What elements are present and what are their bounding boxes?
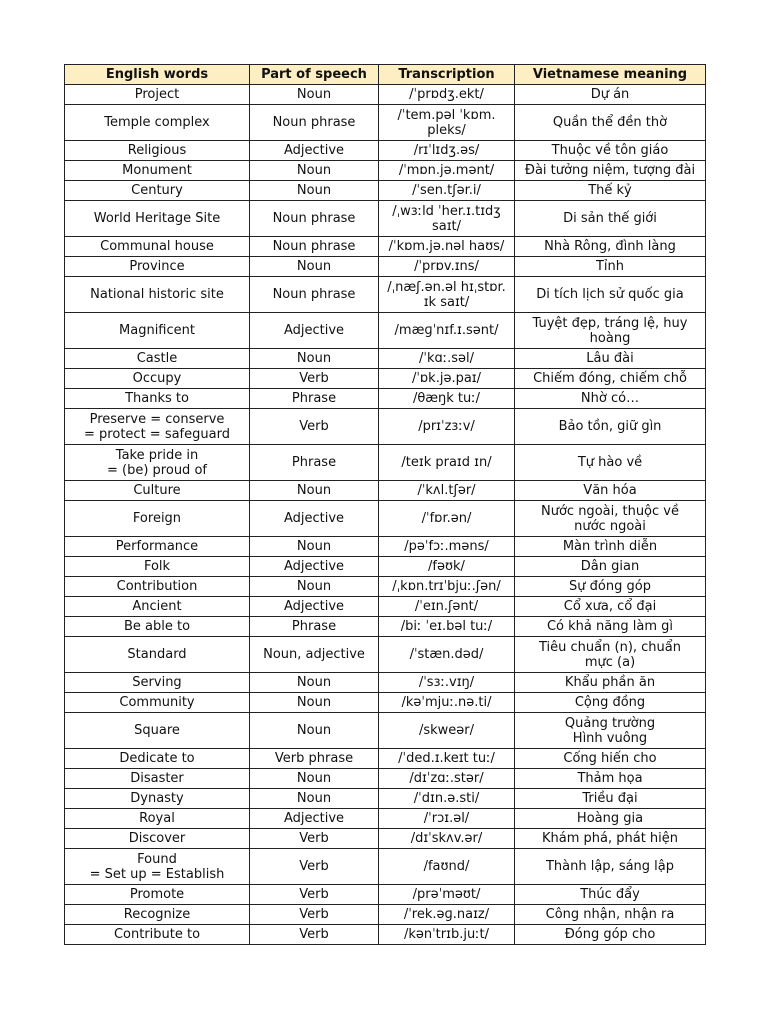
part-of-speech-cell: Noun bbox=[250, 789, 379, 809]
transcription-cell: /prɪˈzɜːv/ bbox=[379, 409, 515, 445]
transcription-cell: /ˈprɒdʒ.ekt/ bbox=[379, 85, 515, 105]
table-row bbox=[65, 141, 706, 161]
table-row bbox=[65, 85, 706, 105]
table-row bbox=[65, 577, 706, 597]
part-of-speech-cell: Verb bbox=[250, 369, 379, 389]
table-row bbox=[65, 181, 706, 201]
english-word-cell: Occupy bbox=[65, 369, 250, 389]
part-of-speech-cell: Noun phrase bbox=[250, 277, 379, 313]
part-of-speech-cell: Verb bbox=[250, 925, 379, 945]
english-word-cell: Recognize bbox=[65, 905, 250, 925]
table-row bbox=[65, 849, 706, 885]
part-of-speech-cell: Noun bbox=[250, 673, 379, 693]
part-of-speech-cell: Phrase bbox=[250, 617, 379, 637]
english-word-cell: National historic site bbox=[65, 277, 250, 313]
part-of-speech-cell: Noun bbox=[250, 181, 379, 201]
header-english-words: English words bbox=[65, 65, 250, 85]
part-of-speech-cell: Noun phrase bbox=[250, 237, 379, 257]
table-row bbox=[65, 537, 706, 557]
table-row bbox=[65, 501, 706, 537]
vietnamese-meaning-cell: Di tích lịch sử quốc gia bbox=[515, 277, 706, 313]
table-row bbox=[65, 481, 706, 501]
vietnamese-meaning-cell: Lâu đài bbox=[515, 349, 706, 369]
part-of-speech-cell: Noun bbox=[250, 257, 379, 277]
table-row bbox=[65, 905, 706, 925]
transcription-cell: /kəˈmjuː.nə.ti/ bbox=[379, 693, 515, 713]
english-word-cell: Temple complex bbox=[65, 105, 250, 141]
transcription-cell: /dɪˈzɑː.stər/ bbox=[379, 769, 515, 789]
table-row bbox=[65, 637, 706, 673]
vietnamese-meaning-cell: Dự án bbox=[515, 85, 706, 105]
table-row bbox=[65, 693, 706, 713]
transcription-cell: /ˌnæʃ.ən.əl hɪˌstɒr. ɪk saɪt/ bbox=[379, 277, 515, 313]
vocabulary-table bbox=[64, 64, 706, 945]
english-word-cell: Magnificent bbox=[65, 313, 250, 349]
vietnamese-meaning-cell: Có khả năng làm gì bbox=[515, 617, 706, 637]
vietnamese-meaning-cell: Cộng đồng bbox=[515, 693, 706, 713]
part-of-speech-cell: Noun bbox=[250, 85, 379, 105]
table-row bbox=[65, 313, 706, 349]
part-of-speech-cell: Adjective bbox=[250, 557, 379, 577]
part-of-speech-cell: Adjective bbox=[250, 141, 379, 161]
vietnamese-meaning-cell: Khẩu phần ăn bbox=[515, 673, 706, 693]
part-of-speech-cell: Noun bbox=[250, 161, 379, 181]
table-row bbox=[65, 617, 706, 637]
english-word-cell: Square bbox=[65, 713, 250, 749]
english-word-cell: Preserve = conserve = protect = safeguard bbox=[65, 409, 250, 445]
english-word-cell: Castle bbox=[65, 349, 250, 369]
table-row bbox=[65, 925, 706, 945]
table-row bbox=[65, 829, 706, 849]
vietnamese-meaning-cell: Bảo tồn, giữ gìn bbox=[515, 409, 706, 445]
table-row bbox=[65, 597, 706, 617]
table-row bbox=[65, 409, 706, 445]
vietnamese-meaning-cell: Thuộc về tôn giáo bbox=[515, 141, 706, 161]
transcription-cell: /ˌkɒn.trɪˈbjuː.ʃən/ bbox=[379, 577, 515, 597]
english-word-cell: Folk bbox=[65, 557, 250, 577]
part-of-speech-cell: Noun bbox=[250, 693, 379, 713]
english-word-cell: Foreign bbox=[65, 501, 250, 537]
table-row bbox=[65, 237, 706, 257]
english-word-cell: Take pride in = (be) proud of bbox=[65, 445, 250, 481]
english-word-cell: Ancient bbox=[65, 597, 250, 617]
transcription-cell: /faʊnd/ bbox=[379, 849, 515, 885]
part-of-speech-cell: Verb bbox=[250, 829, 379, 849]
part-of-speech-cell: Verb bbox=[250, 849, 379, 885]
transcription-cell: /ˈmɒn.jə.mənt/ bbox=[379, 161, 515, 181]
english-word-cell: Performance bbox=[65, 537, 250, 557]
transcription-cell: /pəˈfɔː.məns/ bbox=[379, 537, 515, 557]
transcription-cell: /ˌwɜːld ˈher.ɪ.tɪdʒ saɪt/ bbox=[379, 201, 515, 237]
transcription-cell: /ˈeɪn.ʃənt/ bbox=[379, 597, 515, 617]
transcription-cell: /rɪˈlɪdʒ.əs/ bbox=[379, 141, 515, 161]
vietnamese-meaning-cell: Tuyệt đẹp, tráng lệ, huy hoàng bbox=[515, 313, 706, 349]
table-row bbox=[65, 277, 706, 313]
vietnamese-meaning-cell: Tỉnh bbox=[515, 257, 706, 277]
vietnamese-meaning-cell: Thảm họa bbox=[515, 769, 706, 789]
table-row bbox=[65, 673, 706, 693]
vietnamese-meaning-cell: Nhờ có… bbox=[515, 389, 706, 409]
part-of-speech-cell: Phrase bbox=[250, 445, 379, 481]
table-row bbox=[65, 201, 706, 237]
vietnamese-meaning-cell: Đóng góp cho bbox=[515, 925, 706, 945]
english-word-cell: Monument bbox=[65, 161, 250, 181]
table-row bbox=[65, 105, 706, 141]
transcription-cell: /ˈrɔɪ.əl/ bbox=[379, 809, 515, 829]
transcription-cell: /ˈkʌl.tʃər/ bbox=[379, 481, 515, 501]
english-word-cell: Community bbox=[65, 693, 250, 713]
part-of-speech-cell: Noun bbox=[250, 713, 379, 749]
english-word-cell: World Heritage Site bbox=[65, 201, 250, 237]
table-row bbox=[65, 809, 706, 829]
english-word-cell: Found = Set up = Establish bbox=[65, 849, 250, 885]
english-word-cell: Royal bbox=[65, 809, 250, 829]
transcription-cell: /ˈkɒm.jə.nəl haʊs/ bbox=[379, 237, 515, 257]
part-of-speech-cell: Verb bbox=[250, 409, 379, 445]
vietnamese-meaning-cell: Cổ xưa, cổ đại bbox=[515, 597, 706, 617]
transcription-cell: /ˈsɜː.vɪŋ/ bbox=[379, 673, 515, 693]
transcription-cell: /ˈfɒr.ən/ bbox=[379, 501, 515, 537]
transcription-cell: /ˈdɪn.ə.sti/ bbox=[379, 789, 515, 809]
header-part-of-speech: Part of speech bbox=[250, 65, 379, 85]
transcription-cell: /ˈtem.pəl ˈkɒm. pleks/ bbox=[379, 105, 515, 141]
english-word-cell: Province bbox=[65, 257, 250, 277]
part-of-speech-cell: Adjective bbox=[250, 597, 379, 617]
vietnamese-meaning-cell: Thúc đẩy bbox=[515, 885, 706, 905]
transcription-cell: /ˈkɑː.səl/ bbox=[379, 349, 515, 369]
part-of-speech-cell: Adjective bbox=[250, 809, 379, 829]
part-of-speech-cell: Noun bbox=[250, 769, 379, 789]
vietnamese-meaning-cell: Dân gian bbox=[515, 557, 706, 577]
english-word-cell: Dynasty bbox=[65, 789, 250, 809]
part-of-speech-cell: Adjective bbox=[250, 501, 379, 537]
vietnamese-meaning-cell: Công nhận, nhận ra bbox=[515, 905, 706, 925]
english-word-cell: Serving bbox=[65, 673, 250, 693]
vietnamese-meaning-cell: Thành lập, sáng lập bbox=[515, 849, 706, 885]
english-word-cell: Thanks to bbox=[65, 389, 250, 409]
vietnamese-meaning-cell: Sự đóng góp bbox=[515, 577, 706, 597]
part-of-speech-cell: Adjective bbox=[250, 313, 379, 349]
vietnamese-meaning-cell: Quần thể đền thờ bbox=[515, 105, 706, 141]
part-of-speech-cell: Noun bbox=[250, 349, 379, 369]
transcription-cell: /fəʊk/ bbox=[379, 557, 515, 577]
vietnamese-meaning-cell: Triều đại bbox=[515, 789, 706, 809]
vietnamese-meaning-cell: Màn trình diễn bbox=[515, 537, 706, 557]
part-of-speech-cell: Verb bbox=[250, 885, 379, 905]
vietnamese-meaning-cell: Tự hào về bbox=[515, 445, 706, 481]
vietnamese-meaning-cell: Quảng trường Hình vuông bbox=[515, 713, 706, 749]
part-of-speech-cell: Noun, adjective bbox=[250, 637, 379, 673]
transcription-cell: /biː ˈeɪ.bəl tuː/ bbox=[379, 617, 515, 637]
english-word-cell: Culture bbox=[65, 481, 250, 501]
table-row bbox=[65, 713, 706, 749]
header-row bbox=[65, 65, 706, 85]
english-word-cell: Promote bbox=[65, 885, 250, 905]
english-word-cell: Standard bbox=[65, 637, 250, 673]
table-row bbox=[65, 349, 706, 369]
part-of-speech-cell: Noun bbox=[250, 481, 379, 501]
table-row bbox=[65, 885, 706, 905]
part-of-speech-cell: Verb phrase bbox=[250, 749, 379, 769]
english-word-cell: Religious bbox=[65, 141, 250, 161]
transcription-cell: /kənˈtrɪb.juːt/ bbox=[379, 925, 515, 945]
vietnamese-meaning-cell: Văn hóa bbox=[515, 481, 706, 501]
english-word-cell: Contribution bbox=[65, 577, 250, 597]
english-word-cell: Be able to bbox=[65, 617, 250, 637]
table-row bbox=[65, 789, 706, 809]
english-word-cell: Discover bbox=[65, 829, 250, 849]
transcription-cell: /mæɡˈnɪf.ɪ.sənt/ bbox=[379, 313, 515, 349]
vietnamese-meaning-cell: Đài tưởng niệm, tượng đài bbox=[515, 161, 706, 181]
table-row bbox=[65, 445, 706, 481]
part-of-speech-cell: Phrase bbox=[250, 389, 379, 409]
table-row bbox=[65, 769, 706, 789]
table-row bbox=[65, 557, 706, 577]
part-of-speech-cell: Noun bbox=[250, 537, 379, 557]
vietnamese-meaning-cell: Nhà Rông, đình làng bbox=[515, 237, 706, 257]
part-of-speech-cell: Noun bbox=[250, 577, 379, 597]
transcription-cell: /dɪˈskʌv.ər/ bbox=[379, 829, 515, 849]
part-of-speech-cell: Noun phrase bbox=[250, 105, 379, 141]
vietnamese-meaning-cell: Tiêu chuẩn (n), chuẩn mực (a) bbox=[515, 637, 706, 673]
vietnamese-meaning-cell: Chiếm đóng, chiếm chỗ bbox=[515, 369, 706, 389]
part-of-speech-cell: Verb bbox=[250, 905, 379, 925]
vietnamese-meaning-cell: Di sản thế giới bbox=[515, 201, 706, 237]
english-word-cell: Communal house bbox=[65, 237, 250, 257]
part-of-speech-cell: Noun phrase bbox=[250, 201, 379, 237]
english-word-cell: Dedicate to bbox=[65, 749, 250, 769]
english-word-cell: Disaster bbox=[65, 769, 250, 789]
table-row bbox=[65, 389, 706, 409]
transcription-cell: /ˈprɒv.ɪns/ bbox=[379, 257, 515, 277]
transcription-cell: /skweər/ bbox=[379, 713, 515, 749]
transcription-cell: /ˈstæn.dəd/ bbox=[379, 637, 515, 673]
table-row bbox=[65, 257, 706, 277]
vietnamese-meaning-cell: Hoàng gia bbox=[515, 809, 706, 829]
header-vietnamese-meaning: Vietnamese meaning bbox=[515, 65, 706, 85]
transcription-cell: /ˈrek.əɡ.naɪz/ bbox=[379, 905, 515, 925]
transcription-cell: /ˈɒk.jə.paɪ/ bbox=[379, 369, 515, 389]
header-transcription: Transcription bbox=[379, 65, 515, 85]
english-word-cell: Project bbox=[65, 85, 250, 105]
vietnamese-meaning-cell: Khám phá, phát hiện bbox=[515, 829, 706, 849]
transcription-cell: /ˈded.ɪ.keɪt tuː/ bbox=[379, 749, 515, 769]
transcription-cell: /teɪk praɪd ɪn/ bbox=[379, 445, 515, 481]
table-row bbox=[65, 161, 706, 181]
vietnamese-meaning-cell: Cống hiến cho bbox=[515, 749, 706, 769]
table-row bbox=[65, 369, 706, 389]
vietnamese-meaning-cell: Thế kỷ bbox=[515, 181, 706, 201]
english-word-cell: Contribute to bbox=[65, 925, 250, 945]
vietnamese-meaning-cell: Nước ngoài, thuộc về nước ngoài bbox=[515, 501, 706, 537]
english-word-cell: Century bbox=[65, 181, 250, 201]
table-header bbox=[65, 65, 706, 85]
transcription-cell: /θæŋk tuː/ bbox=[379, 389, 515, 409]
table-body bbox=[65, 85, 706, 945]
transcription-cell: /prəˈməʊt/ bbox=[379, 885, 515, 905]
transcription-cell: /ˈsen.tʃər.i/ bbox=[379, 181, 515, 201]
table-row bbox=[65, 749, 706, 769]
